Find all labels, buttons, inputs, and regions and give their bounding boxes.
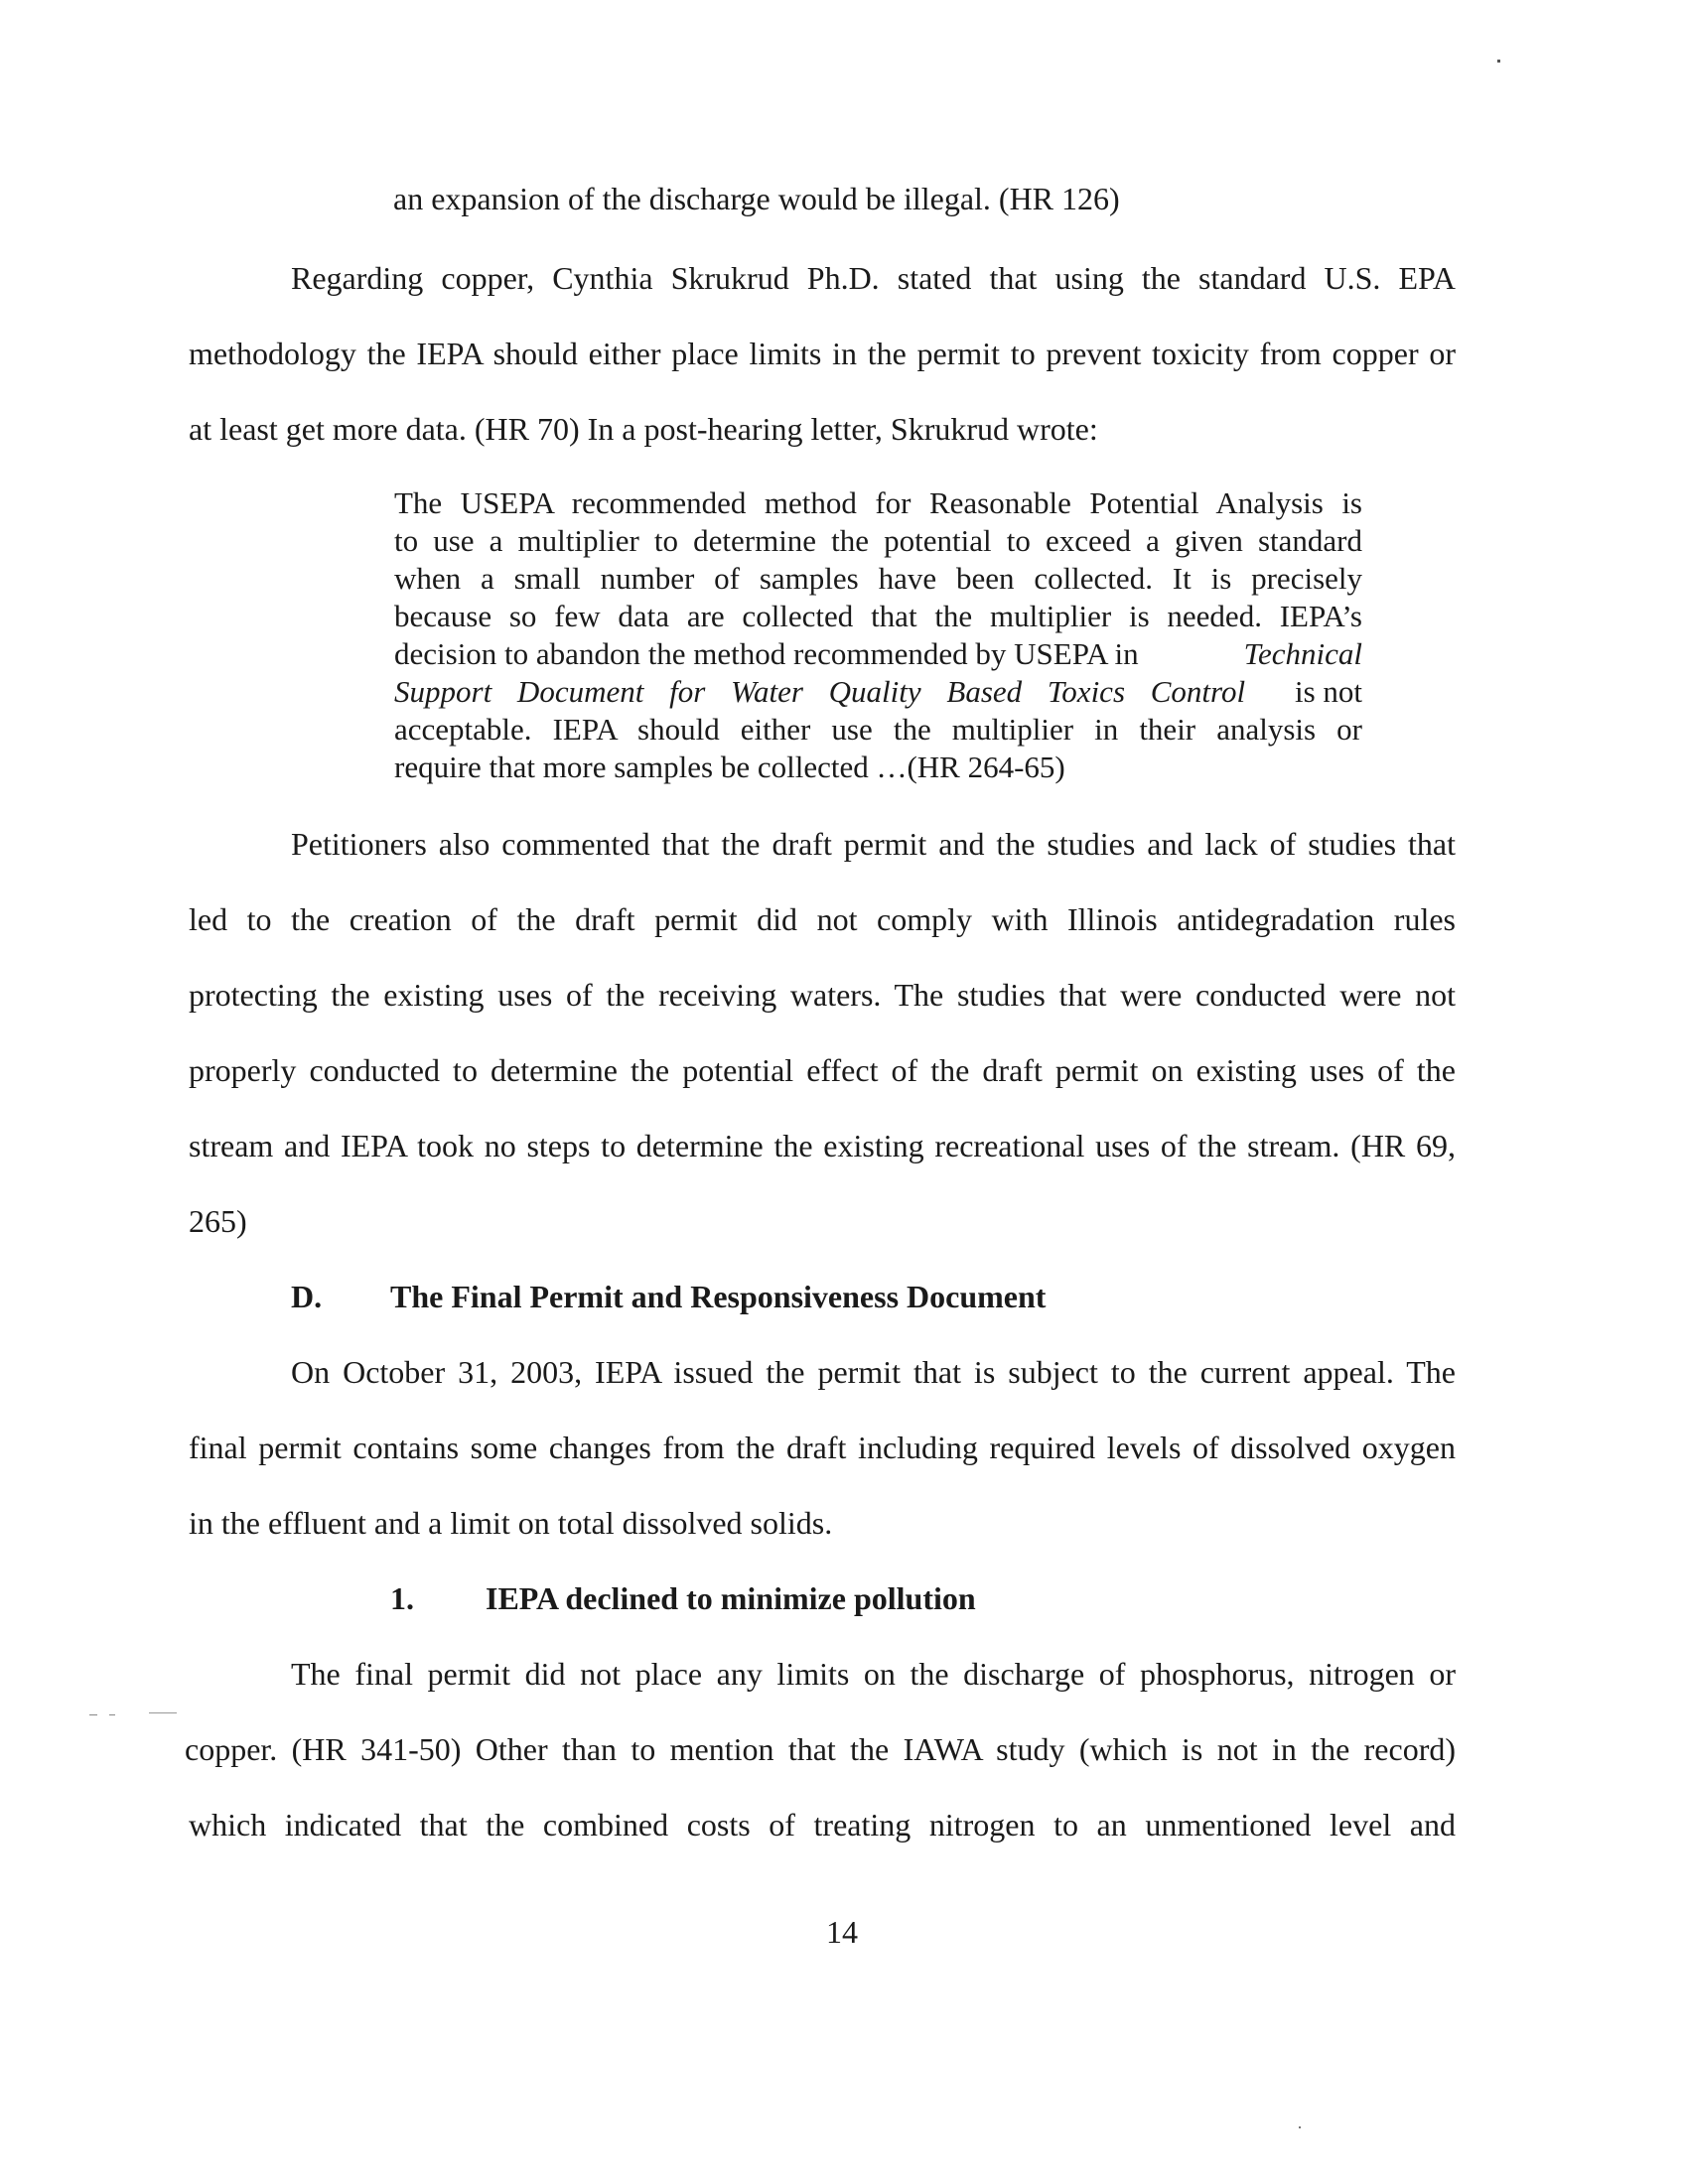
quote-line: acceptable. IEPA should either use the multiplier in their analysis or [394, 712, 1362, 747]
quote-line: because so few data are collected that the multiplier is needed. IEPA’s [394, 599, 1362, 633]
text-line: On October 31, 2003, IEPA issued the permit that is subject to the current appeal. The [291, 1354, 1456, 1390]
quote-line [394, 635, 1362, 673]
quote-italic-title: Technical [1243, 636, 1362, 671]
page-number: 14 [826, 1914, 858, 1950]
scan-artifact [109, 1714, 115, 1715]
text-line: which indicated that the combined costs of treating nitrogen to an unmentioned level and [189, 1807, 1456, 1843]
text-line: methodology the IEPA should either place limits in the permit to prevent toxicity from copper or [189, 336, 1456, 371]
quote-line: when a small number of samples have been collected. It is precisely [394, 561, 1362, 596]
scan-speck [1497, 60, 1500, 63]
text-line: 265) [189, 1203, 247, 1239]
subsection-number: 1. [390, 1580, 414, 1616]
text-line: Regarding copper, Cynthia Skrukrud Ph.D. stated that using the standard U.S. EPA [291, 260, 1456, 296]
text-line: stream and IEPA took no steps to determine the existing recreational uses of the stream. (HR 69, [189, 1128, 1456, 1163]
quote-text: is not [1294, 674, 1362, 709]
text-line: The final permit did not place any limits on the discharge of phosphorus, nitrogen or [291, 1656, 1456, 1692]
quote-line: The USEPA recommended method for Reasonable Potential Analysis is [394, 485, 1362, 520]
quote-line [394, 673, 1362, 711]
quote-line: to use a multiplier to determine the potential to exceed a given standard [394, 523, 1362, 558]
section-heading: The Final Permit and Responsiveness Document [390, 1279, 1047, 1314]
text-line: protecting the existing uses of the receiving waters. The studies that were conducted were not [189, 977, 1456, 1013]
text-line: an expansion of the discharge would be illegal. (HR 126) [393, 181, 1120, 216]
scan-artifact [89, 1714, 97, 1715]
text-line: properly conducted to determine the potential effect of the draft permit on existing uses of the [189, 1052, 1456, 1088]
subsection-heading: IEPA declined to minimize pollution [486, 1580, 976, 1616]
text-line: in the effluent and a limit on total dissolved solids. [189, 1505, 833, 1541]
text-line: copper. (HR 341-50) Other than to mention that the IAWA study (which is not in the record) [185, 1731, 1456, 1767]
scan-speck [1299, 2126, 1301, 2128]
text-line: Petitioners also commented that the draft permit and the studies and lack of studies that [291, 826, 1456, 862]
text-line: led to the creation of the draft permit did not comply with Illinois antidegradation rules [189, 901, 1456, 937]
section-number: D. [291, 1279, 323, 1314]
quote-text: decision to abandon the method recommended by USEPA in [394, 636, 1139, 671]
text-line: final permit contains some changes from the draft including required levels of dissolved oxygen [189, 1430, 1456, 1465]
text-line: at least get more data. (HR 70) In a post-hearing letter, Skrukrud wrote: [189, 411, 1098, 447]
quote-italic-title: Support Document for Water Quality Based Toxics Control [394, 674, 1246, 709]
scan-artifact [149, 1712, 177, 1713]
quote-line: require that more samples be collected …(HR 264-65) [394, 750, 1065, 784]
